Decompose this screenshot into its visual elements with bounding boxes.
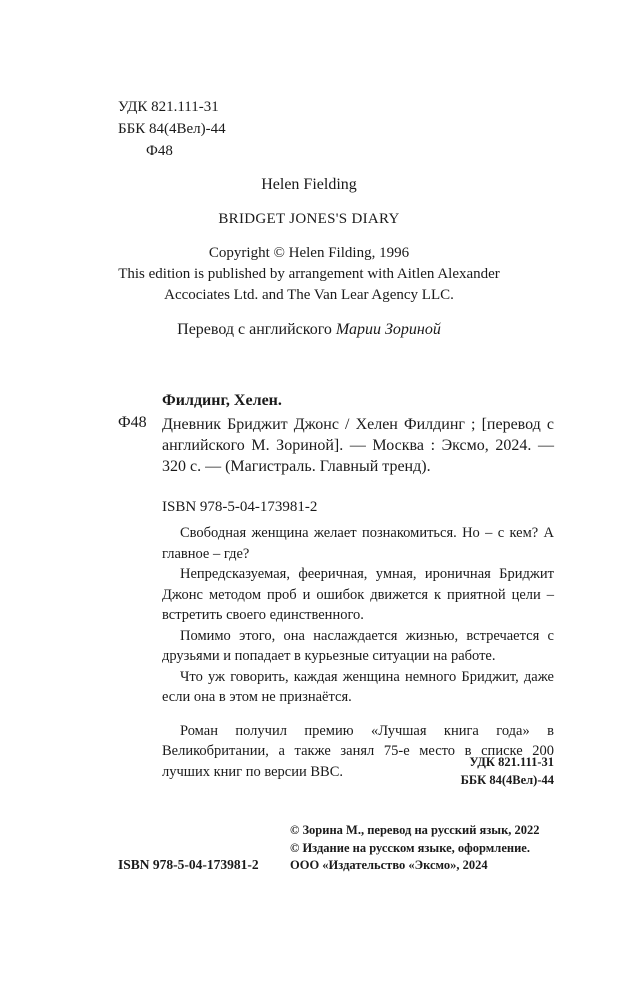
translator-name: Марии Зориной (335, 321, 441, 338)
catalog-description: Дневник Бриджит Джонс / Хелен Филдинг ; [перевод с английского М. Зориной]. — Москва : Эксмо, 2024. — 320 с. — (Магистраль. Главный тренд). (162, 416, 554, 475)
annotation-paragraph: Помимо этого, она наслаждается жизнью, встречается с друзьями и попадает в курьезные ситуации на работе. (162, 627, 554, 664)
annotation-paragraph: Роман получил премию «Лучшая книга года» в Великобритании, а также занял 75-е место в списке 200 лучших книг по версии BBC. (162, 722, 554, 780)
copyright-line: This edition is published by arrangement with Aitlen Alexander (118, 266, 500, 282)
copyright-line: ООО «Издательство «Эксмо», 2024 (290, 858, 488, 872)
bbk-code: ББК 84(4Вел)-44 (118, 121, 226, 137)
right-classification-codes (404, 753, 554, 789)
annotation-paragraph: Непредсказуемая, фееричная, умная, ироничная Бриджит Джонс методом проб и ошибок движется к приятной цели – встретить своего единственного. (162, 566, 554, 623)
translation-credit (0, 321, 618, 339)
copyright-line: Accociates Ltd. and The Van Lear Agency LLC. (164, 287, 454, 303)
copyright-line: © Зорина М., перевод на русский язык, 2022 (290, 823, 540, 837)
translation-prefix: Перевод с английского (177, 321, 336, 338)
original-title: BRIDGET JONES'S DIARY (218, 211, 400, 227)
annotation-paragraph: Свободная женщина желает познакомиться. Но – с кем? А главное – где? (162, 525, 554, 562)
copyright-line: © Издание на русском языке, оформление. (290, 840, 530, 855)
original-author: Helen Fielding (261, 176, 357, 193)
catalog-author: Филдинг, Хелен. (162, 392, 282, 409)
copyright-line: Copyright © Helen Filding, 1996 (208, 245, 410, 261)
udk-code: УДК 821.111-31 (469, 755, 554, 769)
footer-isbn: ISBN 978-5-04-173981-2 (118, 857, 259, 872)
annotation-paragraph: Что уж говорить, каждая женщина немного Бриджит, даже если она в этом не признаётся. (162, 668, 554, 705)
bbk-code: ББК 84(4Вел)-44 (460, 773, 554, 787)
original-copyright (0, 243, 618, 306)
author-mark: Ф48 (146, 143, 173, 159)
catalog-isbn: ISBN 978-5-04-173981-2 (162, 499, 318, 515)
footer-copyright (290, 822, 540, 875)
udk-code: УДК 821.111-31 (118, 99, 219, 115)
catalog-code: Ф48 (118, 414, 147, 431)
annotation (162, 523, 554, 782)
classification-codes (118, 96, 226, 162)
